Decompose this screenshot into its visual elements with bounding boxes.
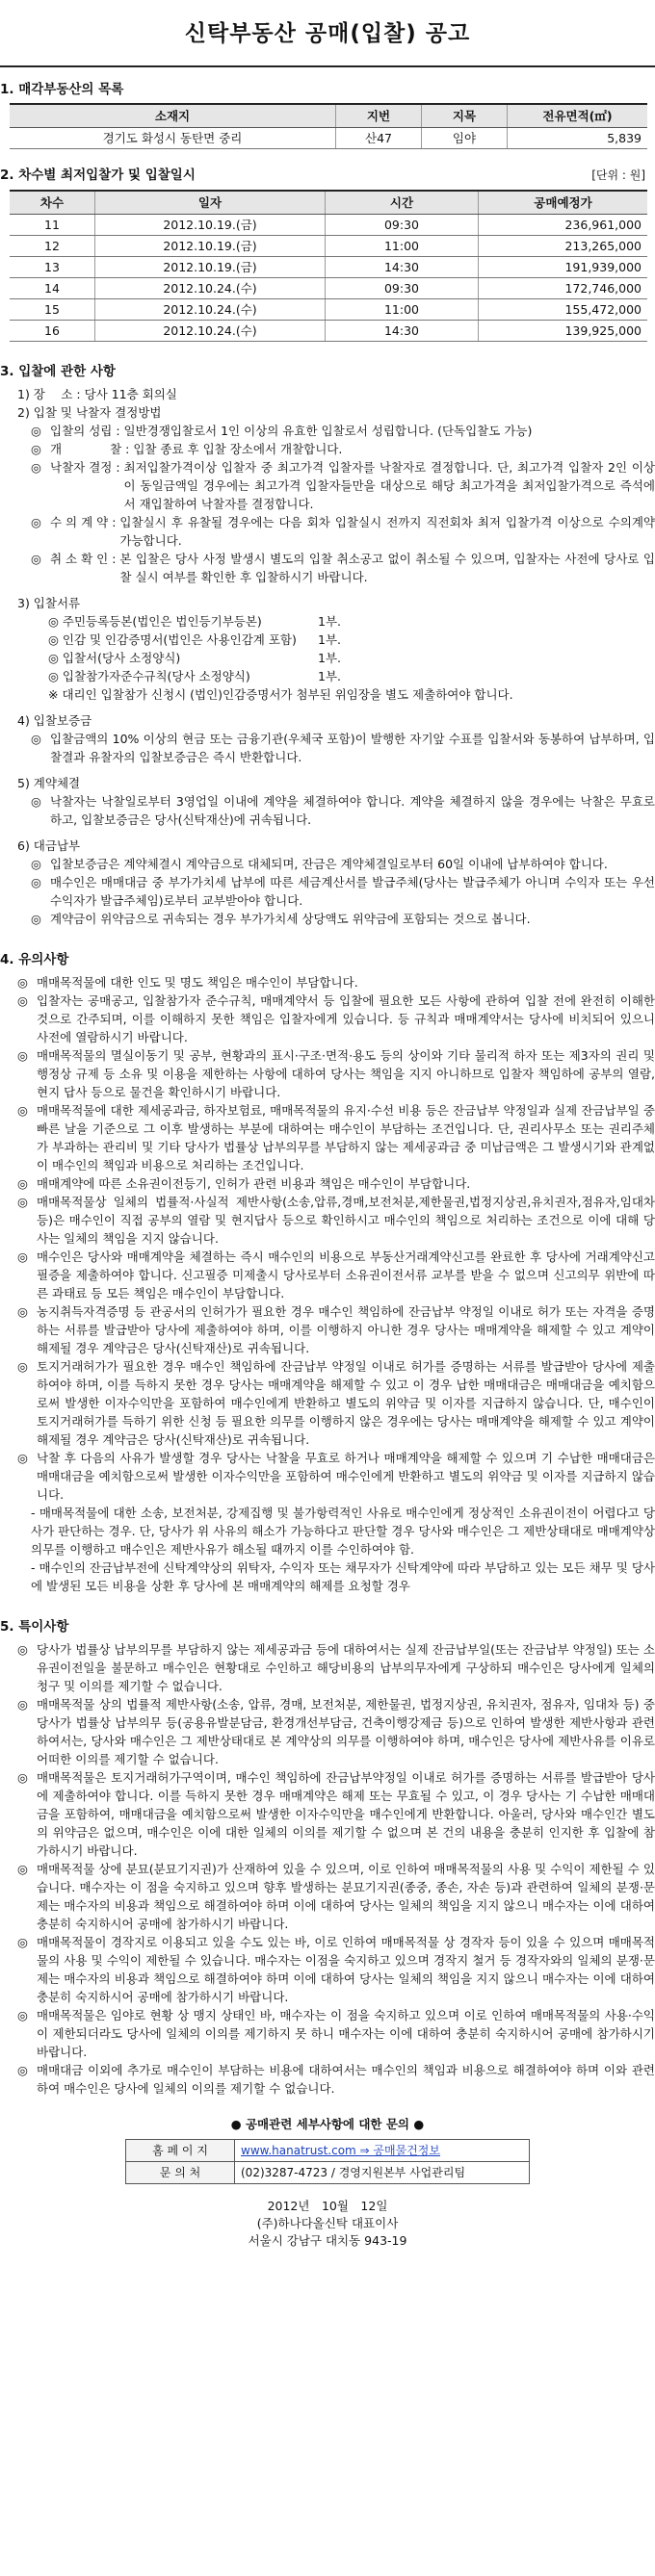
- item-text: 매매목적물이 경작지로 이용되고 있을 수도 있는 바, 이로 인하여 매매목적물 상 경작자 등이 있을 수 있으며 매매목적물의 사용 및 수익이 제한될 수 있습니다. 매수자는 이점을 숙지하고 있으며 경작지 철거 등 경작자와의 일체의 분쟁·문제는 매수자의 비용과 책임으로 해결하여야 하며 이에 대하여 당사는 일체의 책임을 지지 않으니 매수자는 이에 대하여 충분히 숙지하시어 공매에 참가하시기 바랍니다.: [37, 1935, 655, 2004]
- list-item: [0, 1558, 655, 1595]
- bullet-icon: ◎: [17, 1935, 28, 1949]
- col-header-time: 시간: [326, 191, 479, 215]
- bullet-icon: ◎: [17, 1249, 28, 1264]
- cell-round: 15: [10, 299, 95, 321]
- list-item: [0, 973, 655, 992]
- cell-round: 16: [10, 321, 95, 342]
- list-item: [0, 1101, 655, 1174]
- cell-time: 14:30: [326, 257, 479, 278]
- bullet-icon: ◎: [31, 552, 41, 566]
- cell-price: 155,472,000: [479, 299, 648, 321]
- table-row: [10, 321, 647, 342]
- contact-key-inquiry: 문 의 처: [126, 2162, 235, 2184]
- bullet-icon: ◎: [17, 1642, 28, 1657]
- table-row: [10, 278, 647, 299]
- list-item: [0, 992, 655, 1046]
- bullet-icon: ◎: [17, 1451, 28, 1465]
- section-2-header-row: [0, 167, 655, 186]
- list-item: [0, 1640, 655, 1695]
- list-item: [0, 1193, 655, 1248]
- page-title: 신탁부동산 공매(입찰) 공고: [184, 21, 471, 46]
- list-item: [0, 2006, 655, 2061]
- section-5-heading: 5. 특이사항: [0, 1619, 69, 1635]
- list-item: [0, 1860, 655, 1933]
- item-text: 토지거래허가가 필요한 경우 매수인 책임하에 잔금납부 약정일 이내로 허가를 증명하는 서류를 발급받아 당사에 제출하여야 하며, 이를 득하지 못한 경우 당사는 매매계약을 해제할 수 있고 이 경우 납한 매매대금은 매매대금을 예치함으로써 발생한 이자수익만을 포함하여 매수인에게 반환하고 별도의 위약금 및 이자를 지급하지 않습니다. 단, 매수인이 토지거래허가를 득하기 위한 신청 등 필요한 의무를 이행하지 않은 경우에는 당사는 매매계약을 해제할 수 있고 계약이 해제될 경우 계약금은 당사(신탁재산)로 귀속됩니다.: [37, 1359, 655, 1447]
- col-header-location: 소재지: [10, 104, 336, 128]
- bullet-icon: ◎: [31, 424, 41, 438]
- property-list-table: [10, 103, 647, 149]
- cell-time: 14:30: [326, 321, 479, 342]
- table-row: [126, 2162, 530, 2184]
- item-text: 일반경쟁입찰로서 1인 이상의 유효한 입찰로서 성립합니다. (단독입찰도 가능): [123, 424, 533, 438]
- item-text: - 매매목적물에 대한 소송, 보전처분, 강제집행 및 불가항력적인 사유로 매수인에게 정상적인 소유권이전이 어렵다고 당사가 판단하는 경우. 단, 당사가 위 사유의 해소가 가능하다고 판단할 경우 당사와 매수인은 그 제반상태대로 매매계약상 의무를 이행하고 매수인은 제반사유가 해소될 때까지 이를 수인하여야 함.: [31, 1506, 655, 1557]
- list-item: [0, 1046, 655, 1101]
- contact-key-homepage: 홈 페 이 지: [126, 2140, 235, 2162]
- cell-price: 172,746,000: [479, 278, 648, 299]
- item-text: 농지취득자격증명 등 관공서의 인허가가 필요한 경우 매수인 책임하에 잔금납부 약정일 이내로 허가 또는 자격을 증명하는 서류를 발급받아 당사에 제출하여야 하며, 이를 이행하지 아니한 경우 당사는 매매계약을 해제할 수 있고 계약이 해제될 경우 계약금은 당사(신탁재산)로 귀속됩니다.: [37, 1304, 655, 1355]
- list-item: [0, 1449, 655, 1504]
- cell-round: 11: [10, 215, 95, 236]
- list-item: [0, 730, 655, 766]
- item-text: 당사가 법률상 납부의무를 부담하지 않는 제세공과금 등에 대하여서는 실제 잔금납부일(또는 잔금납부 약정일) 또는 소유권이전일을 불문하고 매수인은 현황대로 수인하고 해당비용의 납부의무자에게 구상하되 매수인은 당사에게 일체의 청구 및 이의를 제기할 수 없습니다.: [37, 1642, 655, 1693]
- item-text: 본 입찰은 당사 사정 발생시 별도의 입찰 취소공고 없이 취소될 수 있으며, 입찰자는 사전에 당사로 입찰 실시 여부를 확인한 후 입찰하시기 바랍니다.: [119, 552, 655, 584]
- document-name: ◎ 입찰서(당사 소정양식): [48, 651, 181, 665]
- item-text: 매매대금 이외에 추가로 매수인이 부담하는 비용에 대하여서는 매수인의 책임과 비용으로 해결하여야 하며 이와 관련하여 매수인은 당사에 일체의 이의를 제기할 수 없습니다.: [37, 2063, 655, 2096]
- item-label: 개 찰 :: [50, 442, 134, 456]
- list-item: [0, 440, 655, 458]
- bullet-icon: ◎: [17, 1359, 28, 1374]
- col-header-lot: 지번: [336, 104, 422, 128]
- venue-line: 1) 장 소 : 당사 11층 회의실: [17, 387, 177, 401]
- list-item: [0, 422, 655, 440]
- table-row: [10, 128, 647, 149]
- bullet-icon: ◎: [31, 732, 41, 746]
- bullet-icon: ◎: [17, 993, 28, 1008]
- item-text: 매매계약에 따른 소유권이전등기, 인허가 관련 비용과 책임은 매수인이 부담합니다.: [37, 1176, 471, 1191]
- item-text: 매매목적물에 대한 제세공과금, 하자보험료, 매매목적물의 유지·수선 비용 등은 잔금납부 약정일과 실제 잔금납부일 중 빠른 날을 기준으로 그 이후 발생하는 부분에 대하여는 매수인이 부담하는 조건입니다. 단, 권리사무소 또는 권리주체가 부과하는 관리비 및 기타 당사가 법률상 납부의무를 부담하지 않는 제세공과금 중 미납금액은 그 발생시기와 관계없이 매수인의 책임과 비용으로 처리하는 조건입니다.: [37, 1103, 655, 1172]
- list-item: [0, 1504, 655, 1558]
- list-item: [0, 513, 655, 550]
- cell-price: 191,939,000: [479, 257, 648, 278]
- item-label: 취 소 확 인 :: [50, 552, 120, 566]
- item-label: 입찰의 성립 :: [50, 424, 124, 438]
- unit-label: [단위 : 원]: [591, 168, 645, 182]
- list-item: [0, 792, 655, 829]
- subsection-documents: 3) 입찰서류: [17, 596, 81, 610]
- cell-date: 2012.10.19.(금): [95, 215, 326, 236]
- item-text: 낙찰 후 다음의 사유가 발생할 경우 당사는 낙찰을 무효로 하거나 매매계약을 해제할 수 있으며 기 수납한 매매대금은 매매대금을 예치함으로써 발생한 이자수익만을 포함하여 매수인에게 반환하고 별도의 위약금 및 이자를 지급하지 않습니다.: [37, 1451, 655, 1502]
- bullet-icon: ◎: [31, 515, 41, 529]
- document-qty: 1부.: [318, 651, 342, 665]
- col-header-price: 공매예정가: [479, 191, 648, 215]
- table-row: [10, 299, 647, 321]
- bullet-icon: ◎: [17, 1304, 28, 1319]
- table-row: [10, 257, 647, 278]
- item-text: 입찰자는 공매공고, 입찰참가자 준수규칙, 매매계약서 등 입찰에 필요한 모든 사항에 관하여 입찰 전에 완전히 이해한 것으로 간주되며, 이를 이해하지 못한 책임은 입찰자에게 있습니다. 등 규칙과 매매계약서는 당사에 비치되어 있으니 사전에 열람하시기 바랍니다.: [37, 993, 655, 1044]
- list-item: [0, 873, 655, 910]
- item-text: 매매목적물 상에 분묘(분묘기지권)가 산재하여 있을 수 있으며, 이로 인하여 매매목적물의 사용 및 수익이 제한될 수 있습니다. 매수자는 이 점을 숙지하고 있으며 향후 발생하는 분묘기지권(종중, 종손, 자손 등)과 관련하여 일체의 분쟁·문제는 매수자의 비용과 책임으로 해결하여야 하며 이에 대하여 당사는 일체의 책임을 지지 않으니 매수자는 이에 대하여 충분히 숙지하시어 공매에 참가하시기 바랍니다.: [37, 1862, 655, 1931]
- bullet-icon: ◎: [17, 2008, 28, 2022]
- subsection-contract: 5) 계약체결: [17, 776, 81, 790]
- item-text: 낙찰자는 낙찰일로부터 3영업일 이내에 계약을 체결하여야 합니다. 계약을 체결하지 않을 경우에는 낙찰은 무효로 하고, 입찰보증금은 당사(신탁재산)에 귀속됩니다.: [50, 794, 655, 827]
- section-3-heading: 3. 입찰에 관한 사항: [0, 364, 116, 379]
- cell-date: 2012.10.24.(수): [95, 299, 326, 321]
- footer: [0, 2198, 655, 2250]
- col-header-round: 차수: [10, 191, 95, 215]
- list-item: [0, 1768, 655, 1860]
- title-divider: [0, 65, 655, 67]
- bullet-icon: ◎: [31, 912, 41, 926]
- cell-round: 12: [10, 236, 95, 257]
- list-item: [0, 1933, 655, 2006]
- cell-date: 2012.10.19.(금): [95, 257, 326, 278]
- item-label: 낙찰자 결정 :: [50, 460, 124, 475]
- item-text: 매매목적물상 일체의 법률적·사실적 제반사항(소송,압류,경매,보전처분,제한물권,법정지상권,유치권자,점유자,임대차 등)은 매수인이 직접 공부의 열람 및 현지답사 등으로 확인하시고 매수인의 책임으로 처리하는 조건으로 이에 대해 당사는 일체의 책임을 지지 않습니다.: [37, 1195, 655, 1246]
- cell-location: 경기도 화성시 동탄면 중리: [10, 128, 336, 149]
- cell-price: 139,925,000: [479, 321, 648, 342]
- bullet-icon: ◎: [31, 794, 41, 809]
- document-name: ◎ 주민등록등본(법인은 법인등기부등본): [48, 614, 262, 629]
- document-list: [0, 612, 655, 685]
- cell-date: 2012.10.24.(수): [95, 278, 326, 299]
- subsection-deposit: 4) 입찰보증금: [17, 713, 92, 728]
- footer-company: (주)하나다올신탁 대표이사: [256, 2216, 399, 2230]
- bullet-icon: ◎: [31, 857, 41, 871]
- list-item: [0, 550, 655, 586]
- item-text: 최저입찰가격이상 입찰자 중 최고가격 입찰자를 낙찰자로 결정합니다. 단, 최고가격 입찰자 2인 이상이 동일금액일 경우에는 최고가격 입찰자들만을 대상으로 해당 최고가격을 최저입찰가격으로 즉석에서 재입찰하여 낙찰자를 결정합니다.: [123, 460, 655, 511]
- list-item: [0, 910, 655, 928]
- schedule-table: [10, 190, 647, 342]
- cell-landtype: 임야: [422, 128, 508, 149]
- bullet-icon: ◎: [17, 1862, 28, 1876]
- table-row: [126, 2140, 530, 2162]
- list-item: [0, 1357, 655, 1449]
- item-text: 매매목적물의 멸실이동기 및 공부, 현황과의 표시·구조·면적·용도 등의 상이와 기타 물리적 하자 또는 제3자의 권리 및 행정상 규제 등 소유 및 이용을 제한하는 사항에 대하여 당사는 책임을 지지 아니하므로 입찰자 책임하에 공부의 열람, 현지 답사 등으로 물건을 확인하시기 바랍니다.: [37, 1048, 655, 1099]
- section-4-heading: 4. 유의사항: [0, 952, 69, 967]
- cell-time: 09:30: [326, 215, 479, 236]
- cell-area: 5,839: [508, 128, 648, 149]
- cell-date: 2012.10.24.(수): [95, 321, 326, 342]
- table-row: [10, 215, 647, 236]
- item-text: 입찰 종료 후 입찰 장소에서 개찰합니다.: [133, 442, 343, 456]
- cell-price: 213,265,000: [479, 236, 648, 257]
- cell-price: 236,961,000: [479, 215, 648, 236]
- list-item: [0, 458, 655, 513]
- item-text: 매매목적물에 대한 인도 및 명도 책임은 매수인이 부담합니다.: [37, 975, 358, 990]
- cell-date: 2012.10.19.(금): [95, 236, 326, 257]
- list-item: [0, 1302, 655, 1357]
- cell-time: 09:30: [326, 278, 479, 299]
- notice-page: [0, 21, 655, 2250]
- bullet-icon: ◎: [31, 460, 41, 475]
- list-item: [0, 1695, 655, 1768]
- list-item: [0, 1248, 655, 1302]
- cell-time: 11:00: [326, 236, 479, 257]
- contact-notice: ● 공매관련 세부사항에 대한 문의 ●: [230, 2117, 425, 2131]
- cell-time: 11:00: [326, 299, 479, 321]
- item-text: 매매목적물은 토지거래허가구역이며, 매수인 책임하에 잔금납부약정일 이내로 허가를 증명하는 서류를 발급받아 당사에 제출하여야 합니다. 이를 득하지 못한 경우 매매계약은 해제 또는 무효될 수 있고, 이 경우 당사는 기 수납한 매매대금을 포함하여, 매매대금을 예치함으로써 발생한 이자수익만을 매수인에게 반환합니다. 아울러, 당사와 매수인간 별도의 위약금은 없으며, 매수인은 이에 대한 일체의 이의를 제기할 수 없으며 본 건의 내용을 충분히 인지한 후 입찰에 참가하시기 바랍니다.: [37, 1770, 655, 1858]
- bullet-icon: ◎: [17, 1176, 28, 1191]
- section-2-heading: 2. 차수별 최저입찰가 및 입찰일시: [0, 167, 196, 183]
- item-text: 매매목적물은 임야로 현황 상 맹지 상태인 바, 매수자는 이 점을 숙지하고 있으며 이로 인하여 매매목적물의 사용·수익이 제한되더라도 당사에 일체의 이의를 제기하지 못 하니 매수자는 이에 대하여 충분히 숙지하시어 공매에 참가하시기 바랍니다.: [37, 2008, 655, 2059]
- bullet-icon: ◎: [17, 1697, 28, 1712]
- bullet-icon: ◎: [17, 2063, 28, 2077]
- item-text: 매매목적물 상의 법률적 제반사항(소송, 압류, 경매, 보전처분, 제한물권, 법정지상권, 유치권자, 점유자, 임대차 등) 중 당사가 법률상 납부의무 등(공용유발분담금, 환경개선부담금, 건축이행강제금 등)으로 인하여 발생한 제반사항과 관련하여서는, 당사와 매수인은 그 제반상태대로 본 계약상의 의무를 이행하여야 하며, 매수인은 당사에 제반사유를 이유로 어떠한 이의를 제기할 수 없습니다.: [37, 1697, 655, 1766]
- subsection-method: 2) 입찰 및 낙찰자 결정방법: [17, 405, 162, 420]
- bullet-icon: ◎: [17, 1048, 28, 1063]
- item-text: 입찰실시 후 유찰될 경우에는 다음 회차 입찰실시 전까지 직전회차 최저 입찰가격 이상으로 수의계약 가능합니다.: [119, 515, 655, 548]
- list-item: [0, 2061, 655, 2098]
- contact-table: [125, 2139, 530, 2184]
- table-row: [10, 236, 647, 257]
- homepage-link[interactable]: [235, 2140, 530, 2162]
- col-header-date: 일자: [95, 191, 326, 215]
- documents-note: ※ 대리인 입찰참가 신청시 (법인)인감증명서가 첨부된 위임장을 별도 제출하여야 합니다.: [48, 687, 513, 702]
- bullet-icon: ◎: [31, 442, 41, 456]
- item-text: 매수인은 당사와 매매계약을 체결하는 즉시 매수인의 비용으로 부동산거래계약신고를 완료한 후 당사에 거래계약신고필증을 제출하여야 합니다. 신고필증 미제출시 당사로부터 소유권이전서류 교부를 받을 수 없으며 신고의무 위반에 따른 과태료 등 모든 책임은 매수인이 부담합니다.: [37, 1249, 655, 1301]
- document-name: ◎ 인감 및 인감증명서(법인은 사용인감계 포함): [48, 632, 297, 647]
- list-item: [0, 1174, 655, 1193]
- item-text: 계약금이 위약금으로 귀속되는 경우 부가가치세 상당액도 위약금에 포함되는 것으로 봅니다.: [50, 912, 531, 926]
- section-1-heading: 1. 매각부동산의 목록: [0, 82, 124, 97]
- bullet-icon: ◎: [31, 875, 41, 889]
- cell-round: 14: [10, 278, 95, 299]
- col-header-landtype: 지목: [422, 104, 508, 128]
- item-text: - 매수인의 잔금납부전에 신탁계약상의 위탁자, 수익자 또는 채무자가 신탁계약에 따라 부담하고 있는 모든 채무 및 당사에 발생된 모든 비용을 상환 후 당사에 본 매매계약의 해제를 요청할 경우: [31, 1560, 655, 1593]
- item-text: 매수인은 매매대금 중 부가가치세 납부에 따른 세금계산서를 발급주체(당사는 발급주체가 아니며 수익자 또는 우선수익자가 발급주체임)로부터 교부받아야 합니다.: [50, 875, 655, 908]
- bullet-icon: ◎: [17, 1770, 28, 1785]
- col-header-area: 전유면적(㎡): [508, 104, 648, 128]
- document-name: ◎ 입찰참가자준수규칙(당사 소정양식): [48, 669, 250, 683]
- list-item: [0, 855, 655, 873]
- cell-lot: 산47: [336, 128, 422, 149]
- bullet-icon: ◎: [17, 975, 28, 990]
- bullet-icon: ◎: [17, 1195, 28, 1209]
- footer-date: 2012년 10월 12일: [267, 2199, 388, 2213]
- homepage-link-text[interactable]: www.hanatrust.com ⇒ 공매물건정보: [241, 2143, 440, 2157]
- document-qty: 1부.: [318, 614, 342, 629]
- contact-value-inquiry: (02)3287-4723 / 경영지원본부 사업관리팀: [235, 2162, 530, 2184]
- cell-round: 13: [10, 257, 95, 278]
- document-qty: 1부.: [318, 632, 342, 647]
- subsection-payment: 6) 대금납부: [17, 838, 81, 853]
- item-text: 입찰금액의 10% 이상의 현금 또는 금융기관(우체국 포함)이 발행한 자기앞 수표를 입찰서와 동봉하여 납부하며, 입찰결과 유찰자의 입찰보증금은 즉시 반환합니다.: [50, 732, 655, 764]
- footer-address: 서울시 강남구 대치동 943-19: [248, 2233, 407, 2248]
- item-text: 입찰보증금은 계약체결시 계약금으로 대체되며, 잔금은 계약체결일로부터 60일 이내에 납부하여야 합니다.: [50, 857, 608, 871]
- bullet-icon: ◎: [17, 1103, 28, 1118]
- document-qty: 1부.: [318, 669, 342, 683]
- item-label: 수 의 계 약 :: [50, 515, 120, 529]
